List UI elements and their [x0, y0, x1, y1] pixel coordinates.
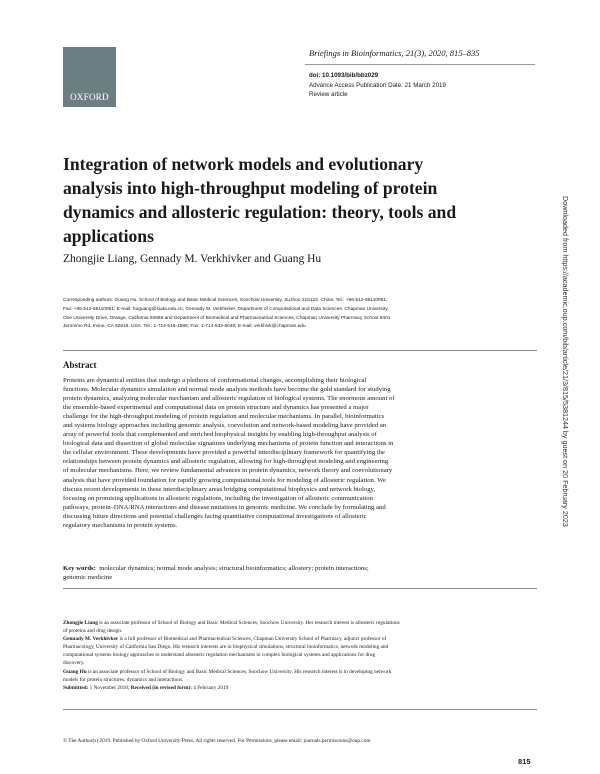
bio-line: Pharmacology, University of California San Diego. His research interests are in biophysical simulations, structural bioinformatics, network modeling and [63, 644, 389, 651]
abstract-line: Proteins are dynamical entities that undergo a plethora of conformational changes, accomplishing their biological [63, 377, 367, 384]
abstract-line: pathways, protein–DNA/RNA interactions and disease mutations in genomic medicine. We conclude by formulating and [63, 503, 386, 511]
abstract-line: protein dynamics, analyzing molecular mechanism and allosteric regulation of biological systems. The enormous amount of [63, 395, 395, 403]
keywords-label: Key words: [63, 565, 96, 572]
title-line: analysis into high-throughput modeling of protein [63, 178, 438, 198]
abstract-line: array of powerful tools that complemented and enriched biophysical insights by enabling high-throughput analysis of [63, 431, 377, 439]
bio-line [63, 635, 539, 643]
correspondence-block [63, 297, 553, 332]
bio-name: Gennady M. Verkhivker [63, 636, 119, 643]
article-type: Review article [309, 91, 348, 98]
bio-line: of proteins and drug design. [63, 628, 123, 635]
keywords-line [63, 564, 539, 573]
bio-text: is a full professor of Biomedical and Pharmaceutical Sciences, Chapman University School of Pharmacy, adjunct professor of [118, 636, 387, 643]
abstract-body [63, 376, 539, 530]
abstract-line: the ensemble-based experimental and computational data on protein structure and dynamics has presented a major [63, 404, 369, 412]
correspondence-line: Fax: +86-512-65110951; E-mail: huguang@suda.edu.cn; Gennady M. Verkhivker, Department of Computational and Data Sciences, Chapman University, [63, 306, 389, 312]
publication-date: Advance Access Publication Date: 21 March 2019 [309, 82, 446, 89]
correspondence-line: One University Drive, Orange, California 92866 and Department of Biomedical and Pharmaceutical Sciences, Chapman University Pharmacy School 9401 [63, 315, 391, 321]
bio-line [63, 619, 539, 627]
oxford-logo [63, 47, 116, 107]
logo-text: OXFORD [70, 92, 109, 102]
copyright-notice: © The Author(s) 2019. Published by Oxford University Press. All rights reserved. For Permissions, please email: journals.permissions@oup.com [63, 738, 371, 744]
abstract-line: discuss recent developments in these interdisciplinary areas bridging computational biophysics and network biology, [63, 485, 376, 493]
submitted-label: Submitted: [63, 684, 89, 691]
abstract-line: challenge for the high-throughput modeling of protein regulation and molecular mechanisms. In parallel, bioinformatics [63, 413, 385, 421]
abstract-line: and systems biology approaches including genomic analysis, coevolution and network-based modeling have provided an [63, 422, 387, 430]
abstract-line: focusing on promising applications in allosteric regulations, including the investigation of allosteric communication [63, 494, 373, 502]
correspondence-line: Jeronimo Rd, Irvine, CA 92618, USA. Tel.: 1-714-516-4586; Fax: 1-714-532-6048; E-mail: verkhivk@chapman.edu [63, 324, 306, 330]
submitted-date: 1 November 2018; [88, 684, 131, 691]
bio-line [63, 668, 539, 676]
abstract-line: discussing future directions and potential challenges facing quantitative computational investigations of allosteric [63, 512, 367, 520]
section-divider [63, 588, 537, 589]
bio-line: computational systems biology approaches to understand allosteric regulation mechanisms in complex biological systems and applications for drug [63, 652, 376, 659]
abstract-line: analysis that have provided foundation for rapidly growing computational tools for modeling of allosteric regulation. We [63, 476, 386, 484]
journal-citation: Briefings in Bioinformatics, 21(3), 2020, 815–835 [309, 48, 480, 58]
author-list: Zhongjie Liang, Gennady M. Verkhivker and Guang Hu [63, 253, 322, 265]
download-watermark: Downloaded from https://academic.oup.com/bib/article/21/3/815/5381244 by guest on 20 February 2023 [561, 196, 570, 527]
title-line: Integration of network models and evolutionary [63, 154, 424, 174]
abstract-line: the cellular environment. These developments have provided a powerful interdisciplinary framework for quantifying the [63, 449, 385, 457]
abstract-heading: Abstract [63, 360, 97, 370]
bio-line: discovery. [63, 660, 85, 667]
section-divider [63, 709, 537, 710]
revised-date: 4 February 2019 [191, 684, 229, 691]
revised-label: Received (in revised form): [130, 684, 192, 691]
article-title [63, 152, 543, 248]
abstract-line: functions. Molecular dynamics simulation and normal mode analysis methods have become the gold standard for studying [63, 386, 391, 394]
abstract-line: biological data and dissection of global molecular signatures underlying mechanisms of protein function and interactions in [63, 440, 394, 448]
submission-dates [63, 684, 539, 692]
abstract-line: regulatory mechanisms in protein systems. [63, 521, 178, 529]
abstract-line: relationships between protein dynamics and allosteric regulation, allowing for high-throughput modeling and engineering [63, 458, 389, 466]
bio-text: is an associate professor of School of Biology and Basic Medical Sciences, Soochow University. His research interest is in developing network [86, 668, 392, 675]
keywords-text: molecular dynamics; normal mode analysis; structural bioinformatics; allostery; protein interactions; [99, 565, 369, 572]
section-divider [63, 350, 537, 351]
bio-name: Zhongjie Liang [63, 620, 98, 626]
page-number: 815 [518, 757, 531, 766]
title-line: applications [63, 226, 154, 246]
header-divider [305, 64, 535, 65]
doi[interactable]: doi: 10.1093/bib/bbz029 [309, 72, 379, 79]
title-line: dynamics and allosteric regulation: theory, tools and [63, 202, 457, 222]
keywords-line: genomic medicine [63, 574, 113, 582]
author-bios [63, 619, 539, 692]
bio-line: models for protein structures, dynamics and interactions. [63, 676, 184, 683]
abstract-line: of molecular mechanisms. Here, we review fundamental advances in protein dynamics, network theory and coevolutionary [63, 467, 393, 475]
keywords [63, 564, 539, 582]
bio-text: is an associate professor of School of Biology and Basic Medical Sciences, Soochow University. Her research interest is allosteric regulations [97, 620, 400, 626]
bio-name: Guang Hu [63, 668, 87, 675]
correspondence-line: Corresponding authors: Guang Hu, School of Biology and Basic Medical Sciences, Soochow University, Suzhou 215123, China. Tel.: +86-512-65110951; [63, 298, 388, 303]
